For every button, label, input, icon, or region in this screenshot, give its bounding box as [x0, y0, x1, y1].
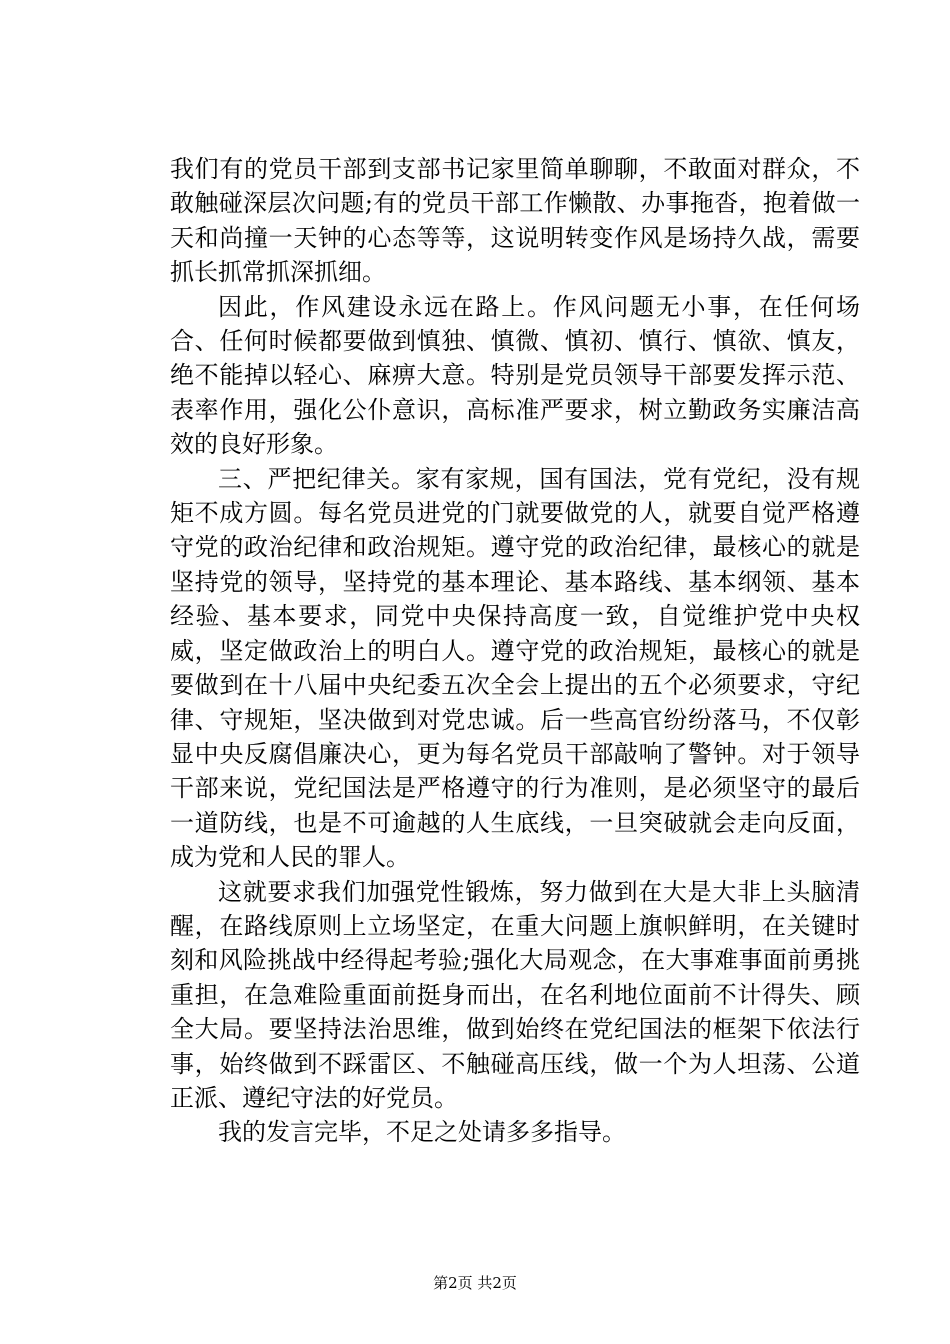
document-body [170, 152, 860, 1150]
paragraph-5: 我的发言完毕，不足之处请多多指导。 [218, 1118, 626, 1147]
page-number-label: 第2页 共2页 [433, 1274, 517, 1292]
paragraph-3: 三、严把纪律关。家有家规，国有国法，党有党纪，没有规矩不成方圆。每名党员进党的门就要做党的人，就要自觉严格遵守党的政治纪律和政治规矩。遵守党的政治纪律，最核心的就是坚持党的领导，坚持党的基本理论、基本路线、基本纲领、基本经验、基本要求，同党中央保持高度一致，自觉维护党中央权威，坚定做政治上的明白人。遵守党的政治规矩，最核心的就是要做到在十八届中央纪委五次全会上提出的五个必须要求，守纪律、守规矩，坚决做到对党忠诚。后一些高官纷纷落马，不仅彰显中央反腐倡廉决心，更为每名党员干部敲响了警钟。对于领导干部来说，党纪国法是严格遵守的行为准则，是必须坚守的最后一道防线，也是不可逾越的人生底线，一旦突破就会走向反面，成为党和人民的罪人。 [170, 464, 860, 872]
paragraph-2: 因此，作风建设永远在路上。作风问题无小事，在任何场合、任何时候都要做到慎独、慎微、慎初、慎行、慎欲、慎友，绝不能掉以轻心、麻痹大意。特别是党员领导干部要发挥示范、表率作用，强化公仆意识，高标准严要求，树立勤政务实廉洁高效的良好形象。 [170, 292, 860, 459]
page-footer [0, 1273, 950, 1293]
paragraph-1: 我们有的党员干部到支部书记家里简单聊聊，不敢面对群众，不敢触碰深层次问题;有的党员干部工作懒散、办事拖沓，抱着做一天和尚撞一天钟的心态等等，这说明转变作风是场持久战，需要抓长抓常抓深抓细。 [170, 155, 860, 287]
paragraph-4: 这就要求我们加强党性锻炼，努力做到在大是大非上头脑清醒，在路线原则上立场坚定，在重大问题上旗帜鲜明，在关键时刻和风险挑战中经得起考验;强化大局观念，在大事难事面前勇挑重担，在急难险重面前挺身而出，在名利地位面前不计得失、顾全大局。要坚持法治思维，做到始终在党纪国法的框架下依法行事，始终做到不踩雷区、不触碰高压线，做一个为人坦荡、公道正派、遵纪守法的好党员。 [170, 877, 860, 1112]
